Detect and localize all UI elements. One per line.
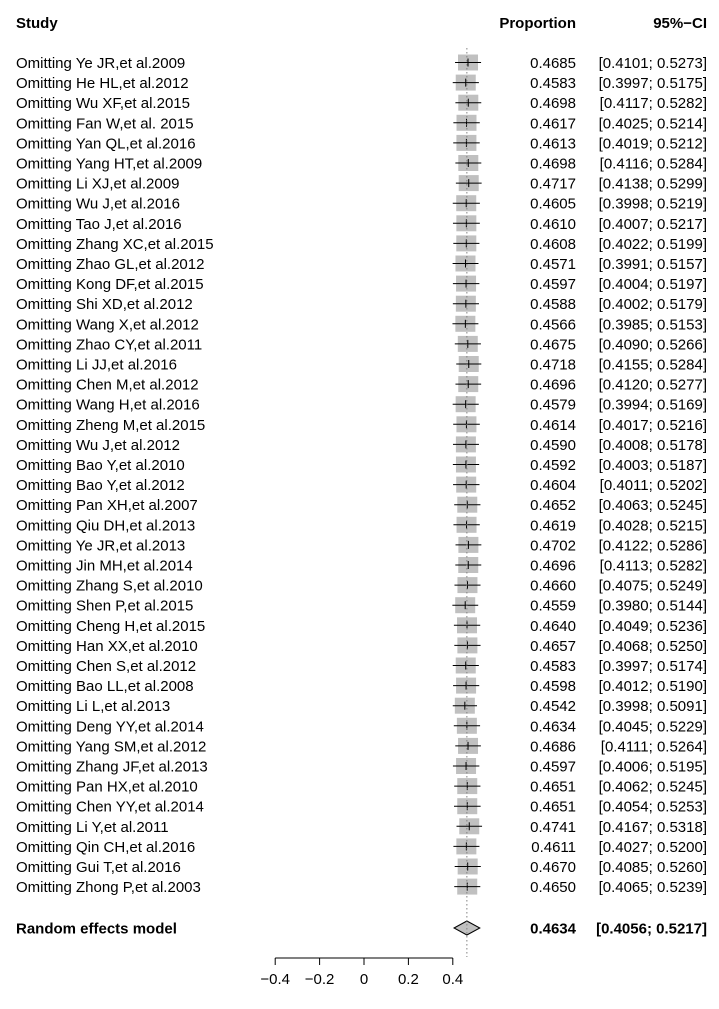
study-proportion: 0.4613 (530, 135, 576, 153)
study-proportion: 0.4657 (530, 637, 576, 655)
study-label: Omitting Wang X,et al.2012 (16, 316, 199, 334)
study-ci: [0.3997; 0.5174] (598, 658, 707, 675)
study-ci: [0.4138; 0.5299] (598, 175, 707, 193)
study-proportion: 0.4686 (530, 738, 576, 756)
study-label: Omitting He HL,et al.2012 (16, 75, 189, 93)
study-ci: [0.4065; 0.5239] (598, 879, 707, 897)
study-label: Omitting Zhang XC,et al.2015 (16, 235, 214, 253)
study-label: Omitting Chen M,et al.2012 (16, 376, 199, 394)
study-label: Omitting Li JJ,et al.2016 (16, 356, 177, 374)
study-ci: [0.4101; 0.5273] (598, 55, 707, 72)
study-proportion: 0.4702 (530, 537, 576, 555)
study-ci: [0.3998; 0.5219] (598, 195, 707, 213)
study-ci: [0.4028; 0.5215] (598, 517, 707, 535)
study-proportion: 0.4608 (530, 235, 576, 253)
study-ci: [0.3998; 0.5091] (598, 698, 707, 716)
summary-ci: [0.4056; 0.5217] (596, 920, 707, 938)
study-label: Omitting Shi XD,et al.2012 (16, 296, 193, 314)
header-ci: 95%−CI (653, 15, 707, 32)
study-label: Omitting Ye JR,et al.2009 (16, 55, 186, 72)
study-label: Omitting Wu J,et al.2016 (16, 195, 180, 213)
study-ci: [0.4122; 0.5286] (598, 537, 707, 555)
study-proportion: 0.4640 (530, 617, 576, 635)
study-proportion: 0.4685 (530, 55, 576, 72)
study-proportion: 0.4651 (530, 778, 576, 796)
study-label: Omitting Wu J,et al.2012 (16, 436, 180, 454)
study-proportion: 0.4542 (530, 698, 576, 716)
study-ci: [0.4111; 0.5264] (600, 738, 707, 756)
study-label: Omitting Pan HX,et al.2010 (16, 778, 198, 796)
study-rows (16, 55, 707, 897)
summary-proportion: 0.4634 (530, 920, 576, 938)
study-proportion: 0.4610 (530, 215, 576, 233)
study-label: Omitting Cheng H,et al.2015 (16, 617, 206, 635)
study-ci: [0.4116; 0.5284] (599, 155, 707, 173)
study-ci: [0.3985; 0.5153] (598, 316, 707, 334)
study-ci: [0.4062; 0.5245] (598, 778, 707, 796)
study-label: Omitting Yang SM,et al.2012 (16, 738, 207, 756)
x-tick-label: 0.2 (397, 971, 419, 988)
study-label: Omitting Bao Y,et al.2010 (16, 457, 185, 474)
study-ci: [0.4004; 0.5197] (598, 276, 707, 294)
study-ci: [0.4011; 0.5202] (599, 477, 707, 495)
study-proportion: 0.4604 (530, 477, 576, 495)
x-tick-label: 0.4 (442, 971, 464, 988)
study-ci: [0.3991; 0.5157] (598, 256, 707, 273)
study-ci: [0.4117; 0.5282] (599, 95, 707, 113)
study-proportion: 0.4717 (530, 175, 576, 193)
study-label: Omitting Zhong P,et al.2003 (16, 879, 201, 897)
study-ci: [0.4027; 0.5200] (598, 838, 707, 856)
study-ci: [0.4113; 0.5282] (599, 557, 707, 575)
study-label: Omitting Han XX,et al.2010 (16, 637, 198, 655)
study-label: Omitting Deng YY,et al.2014 (16, 718, 204, 736)
study-label: Omitting Fan W,et al. 2015 (16, 115, 194, 133)
study-label: Omitting Bao Y,et al.2012 (16, 477, 185, 495)
study-proportion: 0.4571 (530, 256, 576, 273)
study-ci: [0.3997; 0.5175] (598, 75, 707, 93)
study-label: Omitting Yang HT,et al.2009 (16, 155, 203, 173)
study-ci: [0.4063; 0.5245] (598, 497, 707, 515)
study-ci: [0.4049; 0.5236] (598, 617, 707, 635)
study-ci: [0.4006; 0.5195] (598, 758, 707, 776)
study-label: Omitting Jin MH,et al.2014 (16, 557, 193, 575)
study-ci: [0.4155; 0.5284] (598, 356, 707, 374)
study-proportion: 0.4559 (530, 597, 576, 615)
study-proportion: 0.4650 (530, 879, 576, 897)
study-label: Omitting Bao LL,et al.2008 (16, 678, 194, 696)
study-ci: [0.4019; 0.5212] (598, 135, 707, 153)
study-ci: [0.4054; 0.5253] (598, 798, 707, 816)
study-ci: [0.4002; 0.5179] (598, 296, 707, 314)
study-proportion: 0.4597 (530, 758, 576, 776)
study-label: Omitting Qin CH,et al.2016 (16, 838, 196, 856)
study-ci: [0.3980; 0.5144] (598, 597, 707, 615)
study-label: Omitting Qiu DH,et al.2013 (16, 517, 196, 535)
study-label: Omitting Ye JR,et al.2013 (16, 537, 186, 555)
study-proportion: 0.4597 (530, 276, 576, 294)
study-ci: [0.4007; 0.5217] (598, 215, 707, 233)
study-proportion: 0.4670 (530, 859, 576, 876)
summary-label: Random effects model (16, 920, 177, 938)
study-label: Omitting Li L,et al.2013 (16, 698, 171, 716)
study-label: Omitting Zhang S,et al.2010 (16, 577, 203, 595)
study-proportion: 0.4588 (530, 296, 576, 314)
study-proportion: 0.4696 (530, 557, 576, 575)
x-tick-label: −0.2 (304, 971, 335, 988)
study-ci: [0.4008; 0.5178] (598, 436, 707, 454)
study-label: Omitting Zhao GL,et al.2012 (16, 256, 205, 273)
study-label: Omitting Li Y,et al.2011 (16, 818, 169, 836)
x-axis (260, 958, 463, 988)
study-proportion: 0.4614 (530, 416, 576, 434)
study-ci: [0.4068; 0.5250] (598, 637, 707, 655)
study-ci: [0.4017; 0.5216] (598, 416, 707, 434)
study-proportion: 0.4698 (530, 95, 576, 113)
x-tick-label: −0.4 (260, 971, 291, 988)
study-label: Omitting Chen S,et al.2012 (16, 658, 197, 675)
study-label: Omitting Gui T,et al.2016 (16, 859, 181, 876)
study-label: Omitting Zhao CY,et al.2011 (16, 336, 203, 354)
study-ci: [0.4022; 0.5199] (598, 235, 707, 253)
study-label: Omitting Pan XH,et al.2007 (16, 497, 198, 515)
study-ci: [0.4003; 0.5187] (598, 457, 707, 474)
study-ci: [0.4090; 0.5266] (598, 336, 707, 354)
study-proportion: 0.4652 (530, 497, 576, 515)
study-proportion: 0.4660 (530, 577, 576, 595)
study-proportion: 0.4634 (530, 718, 576, 736)
header-proportion: Proportion (499, 15, 576, 32)
study-ci: [0.4012; 0.5190] (598, 678, 707, 696)
study-ci: [0.4075; 0.5249] (598, 577, 707, 595)
study-label: Omitting Shen P,et al.2015 (16, 597, 194, 615)
study-ci: [0.4025; 0.5214] (598, 115, 707, 133)
study-proportion: 0.4675 (530, 336, 576, 354)
study-label: Omitting Kong DF,et al.2015 (16, 276, 204, 294)
study-label: Omitting Yan QL,et al.2016 (16, 135, 196, 153)
x-tick-label: 0 (359, 971, 369, 988)
study-proportion: 0.4590 (530, 436, 576, 454)
study-ci: [0.4085; 0.5260] (598, 859, 707, 876)
study-label: Omitting Zheng M,et al.2015 (16, 416, 206, 434)
study-proportion: 0.4583 (530, 75, 576, 93)
study-proportion: 0.4583 (530, 658, 576, 675)
study-proportion: 0.4566 (530, 316, 576, 334)
study-proportion: 0.4592 (530, 457, 576, 474)
study-ci: [0.4045; 0.5229] (598, 718, 707, 736)
study-label: Omitting Chen YY,et al.2014 (16, 798, 204, 816)
study-label: Omitting Li XJ,et al.2009 (16, 175, 180, 193)
study-label: Omitting Zhang JF,et al.2013 (16, 758, 208, 776)
study-proportion: 0.4698 (530, 155, 576, 173)
study-label: Omitting Wang H,et al.2016 (16, 396, 200, 414)
study-proportion: 0.4651 (530, 798, 576, 816)
study-proportion: 0.4741 (530, 818, 576, 836)
study-proportion: 0.4617 (530, 115, 576, 133)
header-study: Study (16, 15, 58, 32)
study-proportion: 0.4696 (530, 376, 576, 394)
study-proportion: 0.4718 (530, 356, 576, 374)
study-proportion: 0.4605 (530, 195, 576, 213)
study-proportion: 0.4598 (530, 678, 576, 696)
study-label: Omitting Tao J,et al.2016 (16, 215, 182, 233)
study-proportion: 0.4619 (530, 517, 576, 535)
study-proportion: 0.4611 (531, 838, 576, 856)
study-ci: [0.4167; 0.5318] (598, 818, 707, 836)
study-ci: [0.3994; 0.5169] (598, 396, 707, 414)
study-proportion: 0.4579 (530, 396, 576, 414)
study-label: Omitting Wu XF,et al.2015 (16, 95, 190, 113)
study-ci: [0.4120; 0.5277] (598, 376, 707, 394)
